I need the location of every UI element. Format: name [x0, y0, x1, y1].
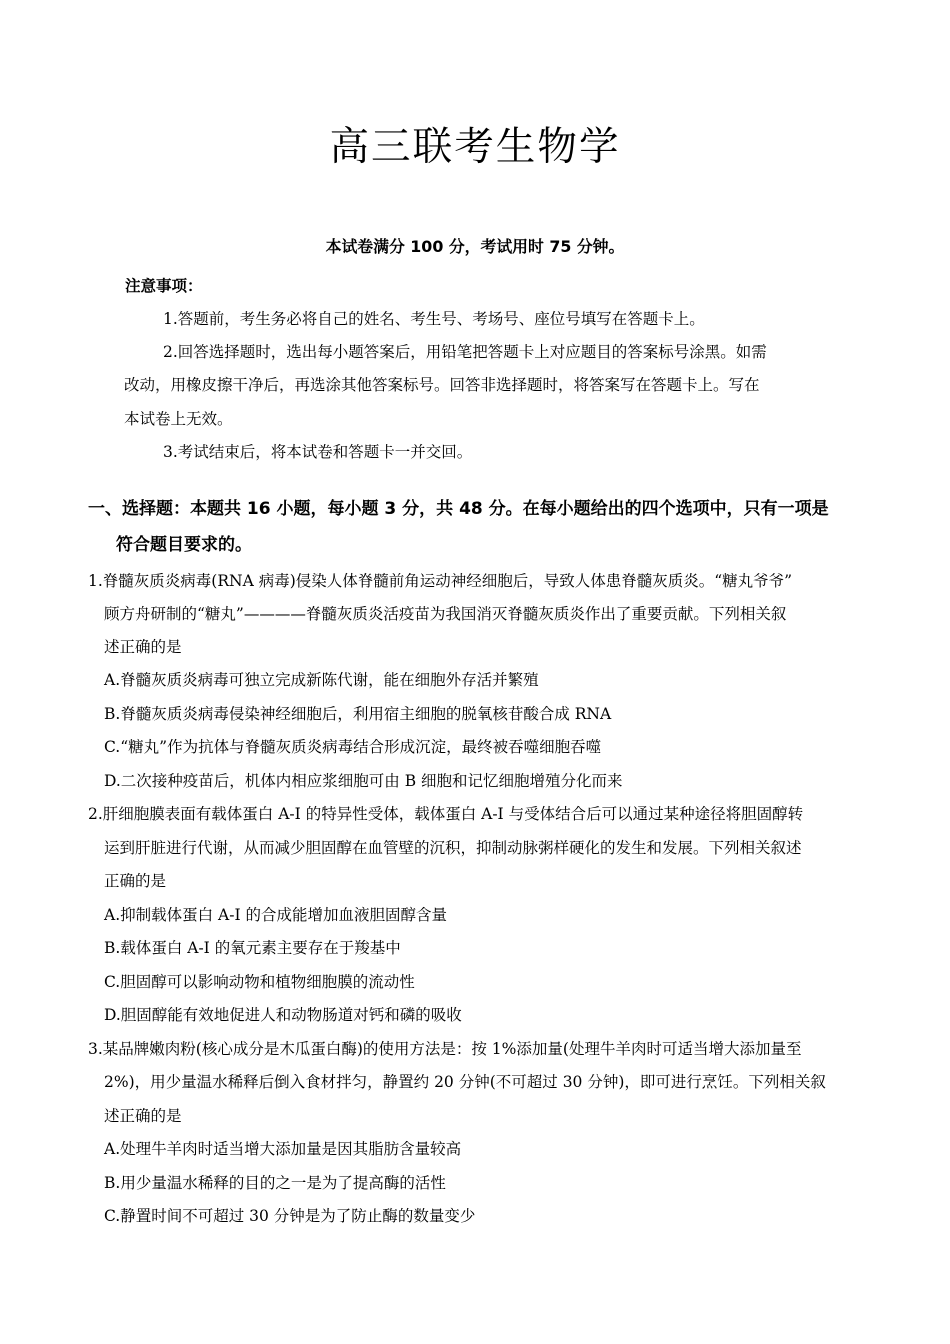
q3-option-b: B.用少量温水稀释的目的之一是为了提高酶的活性	[104, 1174, 446, 1192]
notice-item-2-line-2: 改动，用橡皮擦干净后，再选涂其他答案标号。回答非选择题时，将答案写在答题卡上。写在	[124, 376, 760, 394]
section-heading-line-1: 一、选择题：本题共 16 小题，每小题 3 分，共 48 分。在每小题给出的四个选项中，只有一项是	[88, 499, 829, 519]
notice-heading: 注意事项：	[125, 277, 203, 295]
q3-option-a: A.处理牛羊肉时适当增大添加量是因其脂肪含量较高	[104, 1140, 462, 1158]
q1-option-a: A.脊髓灰质炎病毒可独立完成新陈代谢，能在细胞外存活并繁殖	[104, 671, 539, 689]
exam-info: 本试卷满分 100 分，考试用时 75 分钟。	[325, 237, 625, 256]
q3-stem-line-1: 3.某品牌嫩肉粉(核心成分是木瓜蛋白酶)的使用方法是：按 1%添加量(处理牛羊肉时可适当增大添加量至	[88, 1040, 802, 1058]
q2-stem-line-3: 正确的是	[104, 872, 167, 890]
q2-stem-line-1: 2.肝细胞膜表面有载体蛋白 A-I 的特异性受体，载体蛋白 A-I 与受体结合后可以通过某种途径将胆固醇转	[88, 805, 804, 823]
notice-item-3: 3.考试结束后，将本试卷和答题卡一并交回。	[163, 443, 473, 461]
q2-stem-line-2: 运到肝脏进行代谢，从而减少胆固醇在血管壁的沉积，抑制动脉粥样硬化的发生和发展。下列相关叙述	[104, 839, 802, 857]
q1-option-b: B.脊髓灰质炎病毒侵染神经细胞后，利用宿主细胞的脱氧核苷酸合成 RNA	[104, 705, 612, 723]
q2-option-a: A.抑制载体蛋白 A-I 的合成能增加血液胆固醇含量	[104, 906, 448, 924]
notice-item-2-line-3: 本试卷上无效。	[124, 410, 233, 428]
notice-item-2-line-1: 2.回答选择题时，选出每小题答案后，用铅笔把答题卡上对应题目的答案标号涂黑。如需	[163, 343, 767, 361]
page-title: 高三联考生物学	[329, 124, 621, 170]
q3-stem-line-2: 2%)，用少量温水稀释后倒入食材拌匀，静置约 20 分钟(不可超过 30 分钟)，即可进行烹饪。下列相关叙	[104, 1073, 826, 1091]
q3-option-c: C.静置时间不可超过 30 分钟是为了防止酶的数量变少	[104, 1207, 476, 1225]
notice-item-1: 1.答题前，考生务必将自己的姓名、考生号、考场号、座位号填写在答题卡上。	[163, 310, 705, 328]
q1-stem-line-3: 述正确的是	[104, 638, 182, 656]
section-heading-line-2: 符合题目要求的。	[116, 535, 252, 555]
q3-stem-line-3: 述正确的是	[104, 1107, 182, 1125]
q2-option-d: D.胆固醇能有效地促进人和动物肠道对钙和磷的吸收	[104, 1006, 462, 1024]
q2-option-b: B.载体蛋白 A-I 的氧元素主要存在于羧基中	[104, 939, 401, 957]
q1-option-c: C.“糖丸”作为抗体与脊髓灰质炎病毒结合形成沉淀，最终被吞噬细胞吞噬	[104, 738, 602, 756]
q2-option-c: C.胆固醇可以影响动物和植物细胞膜的流动性	[104, 973, 415, 991]
q1-stem-line-2: 顾方舟研制的“糖丸”————脊髓灰质炎活疫苗为我国消灭脊髓灰质炎作出了重要贡献。下列相关叙	[104, 605, 787, 623]
q1-stem-line-1: 1.脊髓灰质炎病毒(RNA 病毒)侵染人体脊髓前角运动神经细胞后，导致人体患脊髓灰质炎。“糖丸爷爷”	[88, 572, 793, 590]
q1-option-d: D.二次接种疫苗后，机体内相应浆细胞可由 B 细胞和记忆细胞增殖分化而来	[104, 772, 623, 790]
